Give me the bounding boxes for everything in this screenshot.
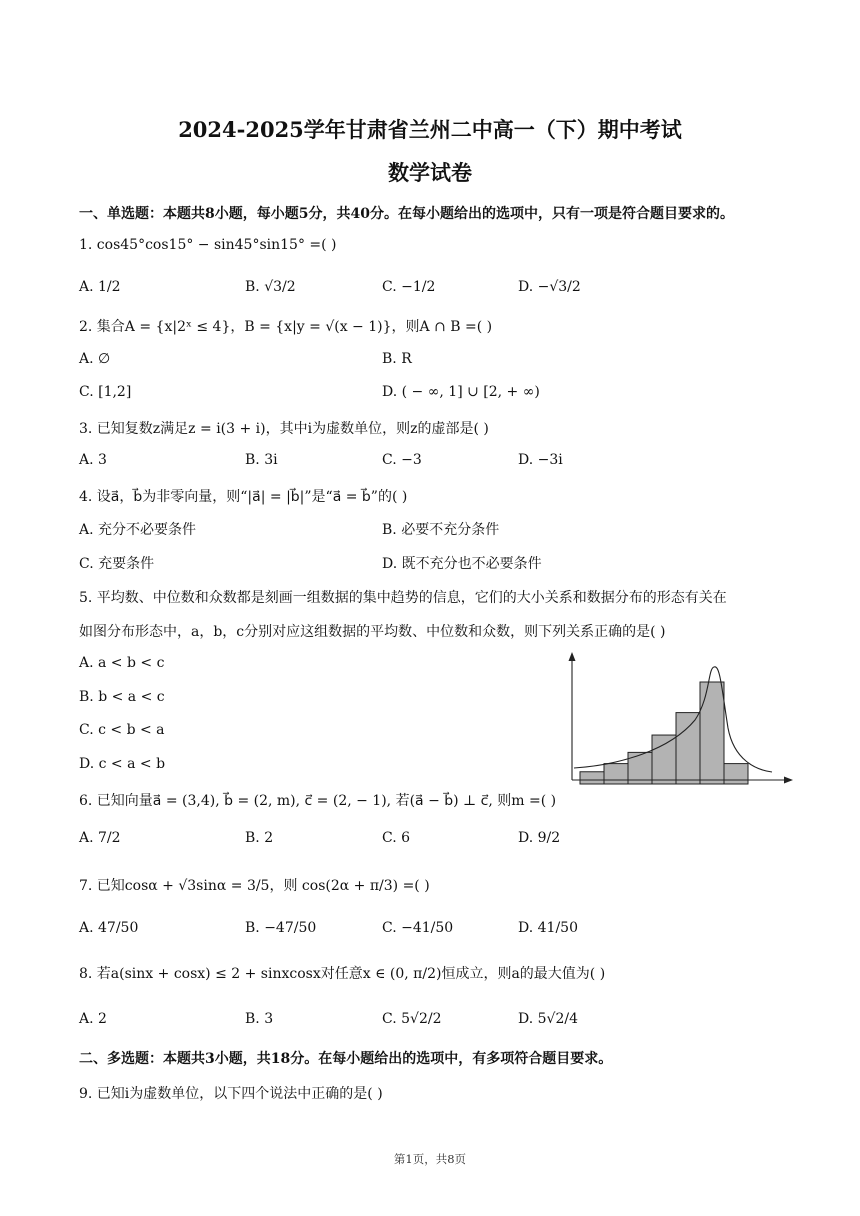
question-3-option-d: D. −3i bbox=[518, 452, 563, 468]
question-4-option-c: C. 充要条件 bbox=[79, 556, 155, 572]
question-3-option-b: B. 3i bbox=[245, 452, 278, 468]
question-7-option-a: A. 47/50 bbox=[79, 920, 139, 936]
question-7-stem: 7. 已知cosα + √3sinα = 3/5，则 cos(2α + π/3) =( ) bbox=[79, 878, 430, 894]
question-7-option-b: B. −47/50 bbox=[245, 920, 317, 936]
question-6-option-b: B. 2 bbox=[245, 830, 274, 846]
page-footer: 第1页，共8页 bbox=[393, 1152, 467, 1166]
histogram-bar-3 bbox=[628, 752, 652, 784]
histogram-bar-1 bbox=[580, 772, 604, 784]
question-8-stem: 8. 若a(sinx + cosx) ≤ 2 + sinxcosx对任意x ∈ (0, π/2)恒成立，则a的最大值为( ) bbox=[79, 966, 606, 982]
question-2-option-b: B. R bbox=[382, 351, 412, 367]
question-8-option-a: A. 2 bbox=[79, 1011, 107, 1027]
question-4-option-a: A. 充分不必要条件 bbox=[79, 522, 197, 538]
question-1-option-d: D. −√3/2 bbox=[518, 279, 581, 295]
question-5-stem-line-1: 5. 平均数、中位数和众数都是刻画一组数据的集中趋势的信息，它们的大小关系和数据分布的形态有关在 bbox=[79, 590, 727, 606]
histogram-bar-2 bbox=[604, 764, 628, 784]
question-4-stem: 4. 设a⃗，b⃗为非零向量，则“|a⃗| = |b⃗|”是“a⃗ = b⃗”的( ) bbox=[79, 489, 408, 505]
question-8-option-b: B. 3 bbox=[245, 1011, 274, 1027]
section-heading-multiple-choice: 二、多选题：本题共3小题，共18分。在每小题给出的选项中，有多项符合题目要求。 bbox=[79, 1051, 613, 1067]
question-5-option-b: B. b < a < c bbox=[79, 689, 165, 705]
question-6-option-d: D. 9/2 bbox=[518, 830, 561, 846]
histogram-bar-6 bbox=[700, 682, 724, 784]
question-2-option-d: D. ( − ∞, 1] ∪ [2, + ∞) bbox=[382, 384, 540, 400]
question-7-option-c: C. −41/50 bbox=[382, 920, 454, 936]
question-1-option-c: C. −1/2 bbox=[382, 279, 436, 295]
distribution-histogram-figure bbox=[560, 650, 796, 790]
histogram-bar-4 bbox=[652, 735, 676, 784]
question-2-stem: 2. 集合A = {x|2ˣ ≤ 4}，B = {x|y = √(x − 1)}，则A ∩ B =( ) bbox=[79, 319, 493, 335]
histogram-bar-5 bbox=[676, 713, 700, 784]
question-6-option-a: A. 7/2 bbox=[79, 830, 121, 846]
question-5-option-d: D. c < a < b bbox=[79, 756, 166, 772]
question-6-option-c: C. 6 bbox=[382, 830, 411, 846]
question-6-stem: 6. 已知向量a⃗ = (3,4), b⃗ = (2, m), c⃗ = (2, − 1), 若(a⃗ − b⃗) ⊥ c⃗, 则m =( ) bbox=[79, 793, 557, 809]
histogram-bar-7 bbox=[724, 764, 748, 784]
question-7-option-d: D. 41/50 bbox=[518, 920, 578, 936]
question-3-option-a: A. 3 bbox=[79, 452, 107, 468]
section-heading-single-choice: 一、单选题：本题共8小题，每小题5分，共40分。在每小题给出的选项中，只有一项是符合题目要求的。 bbox=[79, 206, 734, 222]
question-8-option-c: C. 5√2/2 bbox=[382, 1011, 442, 1027]
question-3-option-c: C. −3 bbox=[382, 452, 422, 468]
question-4-option-d: D. 既不充分也不必要条件 bbox=[382, 556, 542, 572]
question-1-option-a: A. 1/2 bbox=[79, 279, 121, 295]
question-1-option-b: B. √3/2 bbox=[245, 279, 296, 295]
question-2-option-a: A. ∅ bbox=[79, 351, 111, 367]
exam-subtitle: 数学试卷 bbox=[388, 160, 472, 185]
y-axis-arrow-icon bbox=[569, 652, 576, 661]
question-5-option-a: A. a < b < c bbox=[79, 655, 165, 671]
x-axis-arrow-icon bbox=[784, 777, 793, 784]
exam-title: 2024-2025学年甘肃省兰州二中高一（下）期中考试 bbox=[178, 117, 682, 142]
question-3-stem: 3. 已知复数z满足z = i(3 + i)，其中i为虚数单位，则z的虚部是( ) bbox=[79, 421, 489, 437]
question-1-stem: 1. cos45°cos15° − sin45°sin15° =( ) bbox=[79, 237, 337, 253]
question-2-option-c: C. [1,2] bbox=[79, 384, 132, 400]
question-8-option-d: D. 5√2/4 bbox=[518, 1011, 578, 1027]
question-5-option-c: C. c < b < a bbox=[79, 722, 165, 738]
question-9-stem: 9. 已知i为虚数单位，以下四个说法中正确的是( ) bbox=[79, 1086, 383, 1102]
question-5-stem-line-2: 如图分布形态中，a，b，c分别对应这组数据的平均数、中位数和众数，则下列关系正确的是( ) bbox=[79, 624, 666, 640]
question-4-option-b: B. 必要不充分条件 bbox=[382, 522, 500, 538]
